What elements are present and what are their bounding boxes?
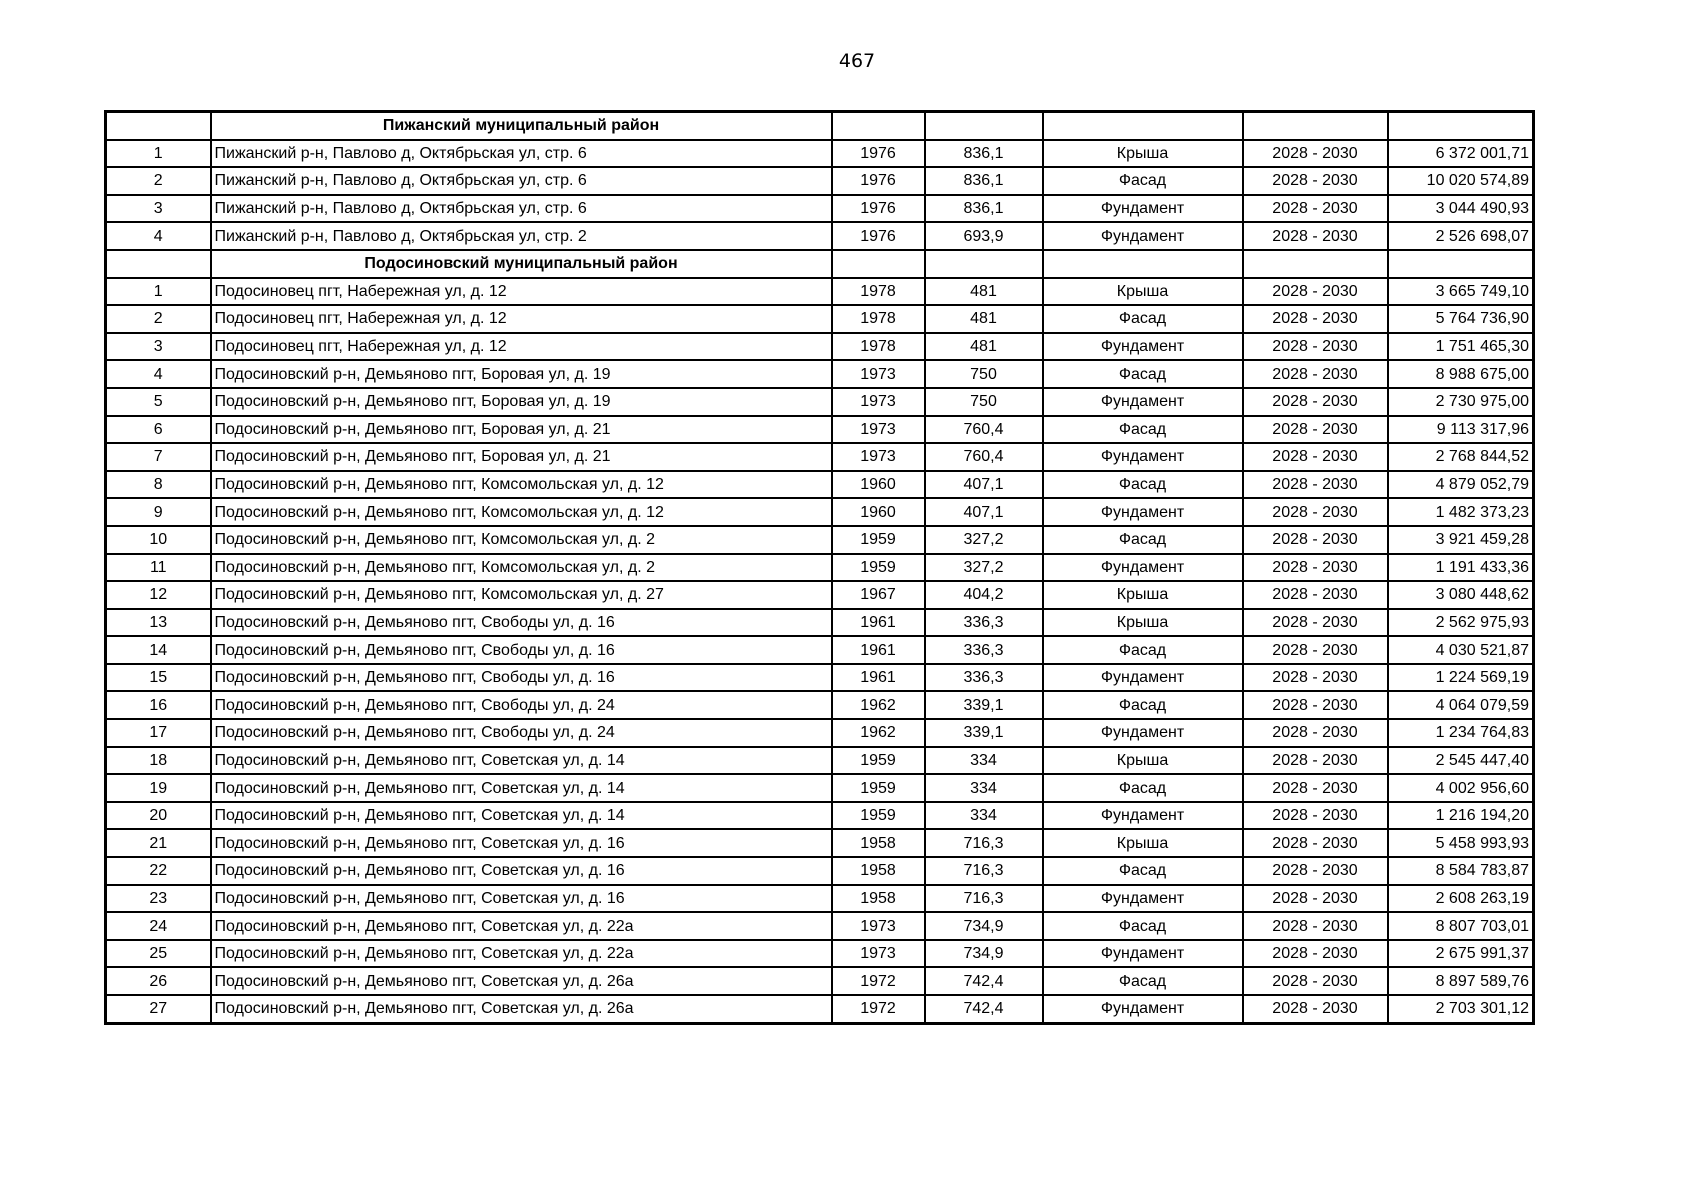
table-row	[106, 554, 1534, 582]
area-cell: 336,3	[925, 609, 1043, 637]
build-year-cell: 1958	[832, 829, 925, 857]
work-type-cell: Фасад	[1043, 305, 1243, 333]
address-cell: Подосиновский р-н, Демьяново пгт, Советская ул, д. 16	[211, 885, 832, 913]
period-cell: 2028 - 2030	[1243, 857, 1388, 885]
address-cell: Подосиновский р-н, Демьяново пгт, Советская ул, д. 22а	[211, 940, 832, 968]
area-cell: 742,4	[925, 967, 1043, 995]
build-year-cell: 1978	[832, 333, 925, 361]
cost-cell: 1 191 433,36	[1388, 554, 1534, 582]
build-year-cell: 1978	[832, 278, 925, 306]
work-type-cell: Фундамент	[1043, 222, 1243, 250]
build-year-cell: 1972	[832, 995, 925, 1023]
table-row	[106, 416, 1534, 444]
period-cell: 2028 - 2030	[1243, 912, 1388, 940]
period-cell: 2028 - 2030	[1243, 416, 1388, 444]
address-cell: Подосиновский р-н, Демьяново пгт, Советская ул, д. 26а	[211, 967, 832, 995]
area-cell: 481	[925, 278, 1043, 306]
work-type-cell: Крыша	[1043, 140, 1243, 168]
area-cell: 327,2	[925, 554, 1043, 582]
area-cell: 407,1	[925, 471, 1043, 499]
area-cell: 760,4	[925, 416, 1043, 444]
work-type-cell: Фундамент	[1043, 885, 1243, 913]
cost-cell: 2 608 263,19	[1388, 885, 1534, 913]
area-cell: 339,1	[925, 691, 1043, 719]
period-cell: 2028 - 2030	[1243, 222, 1388, 250]
build-year-cell: 1962	[832, 719, 925, 747]
period-cell: 2028 - 2030	[1243, 526, 1388, 554]
address-cell: Подосиновский р-н, Демьяново пгт, Советская ул, д. 14	[211, 774, 832, 802]
period-cell: 2028 - 2030	[1243, 885, 1388, 913]
build-year-cell: 1976	[832, 167, 925, 195]
row-number-cell: 3	[106, 333, 211, 361]
cost-cell: 2 562 975,93	[1388, 609, 1534, 637]
build-year-cell: 1973	[832, 443, 925, 471]
row-number-cell: 19	[106, 774, 211, 802]
repair-schedule-table	[104, 110, 1535, 1025]
table-row	[106, 278, 1534, 306]
row-number-cell: 24	[106, 912, 211, 940]
address-cell: Подосиновский р-н, Демьяново пгт, Свободы ул, д. 16	[211, 636, 832, 664]
table-row	[106, 498, 1534, 526]
work-type-cell: Фасад	[1043, 471, 1243, 499]
address-cell: Подосиновский р-н, Демьяново пгт, Советская ул, д. 16	[211, 857, 832, 885]
address-cell: Подосиновский р-н, Демьяново пгт, Комсомольская ул, д. 12	[211, 471, 832, 499]
row-number-cell: 5	[106, 388, 211, 416]
address-cell: Подосиновский р-н, Демьяново пгт, Свободы ул, д. 24	[211, 691, 832, 719]
table-row	[106, 140, 1534, 168]
address-cell: Подосиновский р-н, Демьяново пгт, Свободы ул, д. 16	[211, 664, 832, 692]
cost-cell: 2 730 975,00	[1388, 388, 1534, 416]
period-cell: 2028 - 2030	[1243, 691, 1388, 719]
row-number-cell: 17	[106, 719, 211, 747]
table-row	[106, 636, 1534, 664]
empty-cell	[1043, 112, 1243, 140]
table-row	[106, 526, 1534, 554]
table-row	[106, 388, 1534, 416]
cost-cell: 8 584 783,87	[1388, 857, 1534, 885]
work-type-cell: Фасад	[1043, 857, 1243, 885]
cost-cell: 8 897 589,76	[1388, 967, 1534, 995]
row-number-cell: 2	[106, 167, 211, 195]
row-number-cell: 13	[106, 609, 211, 637]
row-number-cell: 9	[106, 498, 211, 526]
cost-cell: 1 216 194,20	[1388, 802, 1534, 830]
cost-cell: 1 224 569,19	[1388, 664, 1534, 692]
address-cell: Подосиновский р-н, Демьяново пгт, Комсомольская ул, д. 27	[211, 581, 832, 609]
row-number-cell: 18	[106, 747, 211, 775]
build-year-cell: 1961	[832, 664, 925, 692]
build-year-cell: 1976	[832, 195, 925, 223]
area-cell: 734,9	[925, 912, 1043, 940]
address-cell: Подосиновец пгт, Набережная ул, д. 12	[211, 333, 832, 361]
cost-cell: 5 764 736,90	[1388, 305, 1534, 333]
table-row	[106, 167, 1534, 195]
area-cell: 481	[925, 333, 1043, 361]
table-row	[106, 857, 1534, 885]
area-cell: 836,1	[925, 167, 1043, 195]
cost-cell: 4 064 079,59	[1388, 691, 1534, 719]
cost-cell: 3 044 490,93	[1388, 195, 1534, 223]
area-cell: 336,3	[925, 636, 1043, 664]
page-number: 467	[838, 50, 876, 72]
area-cell: 734,9	[925, 940, 1043, 968]
build-year-cell: 1960	[832, 498, 925, 526]
row-number-cell: 6	[106, 416, 211, 444]
cost-cell: 3 921 459,28	[1388, 526, 1534, 554]
section-title: Пижанский муниципальный район	[211, 112, 832, 140]
cost-cell: 2 526 698,07	[1388, 222, 1534, 250]
build-year-cell: 1976	[832, 222, 925, 250]
table-row	[106, 802, 1534, 830]
build-year-cell: 1973	[832, 912, 925, 940]
build-year-cell: 1973	[832, 940, 925, 968]
section-header-row	[106, 112, 1534, 140]
area-cell: 750	[925, 360, 1043, 388]
area-cell: 836,1	[925, 140, 1043, 168]
address-cell: Подосиновский р-н, Демьяново пгт, Советская ул, д. 26а	[211, 995, 832, 1023]
row-number-cell: 16	[106, 691, 211, 719]
work-type-cell: Фундамент	[1043, 498, 1243, 526]
empty-cell	[106, 250, 211, 278]
table-row	[106, 471, 1534, 499]
row-number-cell: 26	[106, 967, 211, 995]
period-cell: 2028 - 2030	[1243, 609, 1388, 637]
area-cell: 481	[925, 305, 1043, 333]
build-year-cell: 1973	[832, 416, 925, 444]
row-number-cell: 4	[106, 222, 211, 250]
address-cell: Пижанский р-н, Павлово д, Октябрьская ул, стр. 2	[211, 222, 832, 250]
row-number-cell: 20	[106, 802, 211, 830]
row-number-cell: 25	[106, 940, 211, 968]
table-row	[106, 581, 1534, 609]
build-year-cell: 1978	[832, 305, 925, 333]
cost-cell: 1 234 764,83	[1388, 719, 1534, 747]
period-cell: 2028 - 2030	[1243, 829, 1388, 857]
period-cell: 2028 - 2030	[1243, 498, 1388, 526]
table-row	[106, 664, 1534, 692]
area-cell: 716,3	[925, 857, 1043, 885]
table-row	[106, 609, 1534, 637]
area-cell: 693,9	[925, 222, 1043, 250]
address-cell: Подосиновский р-н, Демьяново пгт, Свободы ул, д. 24	[211, 719, 832, 747]
period-cell: 2028 - 2030	[1243, 305, 1388, 333]
address-cell: Пижанский р-н, Павлово д, Октябрьская ул, стр. 6	[211, 140, 832, 168]
address-cell: Пижанский р-н, Павлово д, Октябрьская ул, стр. 6	[211, 195, 832, 223]
address-cell: Подосиновский р-н, Демьяново пгт, Боровая ул, д. 19	[211, 360, 832, 388]
work-type-cell: Фундамент	[1043, 719, 1243, 747]
build-year-cell: 1973	[832, 360, 925, 388]
cost-cell: 4 002 956,60	[1388, 774, 1534, 802]
build-year-cell: 1976	[832, 140, 925, 168]
table-row	[106, 747, 1534, 775]
table-row	[106, 333, 1534, 361]
area-cell: 334	[925, 802, 1043, 830]
empty-cell	[925, 112, 1043, 140]
cost-cell: 1 751 465,30	[1388, 333, 1534, 361]
work-type-cell: Фасад	[1043, 774, 1243, 802]
row-number-cell: 27	[106, 995, 211, 1023]
row-number-cell: 14	[106, 636, 211, 664]
work-type-cell: Фасад	[1043, 967, 1243, 995]
row-number-cell: 4	[106, 360, 211, 388]
table-row	[106, 222, 1534, 250]
period-cell: 2028 - 2030	[1243, 719, 1388, 747]
table-row	[106, 912, 1534, 940]
period-cell: 2028 - 2030	[1243, 360, 1388, 388]
period-cell: 2028 - 2030	[1243, 664, 1388, 692]
area-cell: 742,4	[925, 995, 1043, 1023]
period-cell: 2028 - 2030	[1243, 554, 1388, 582]
cost-cell: 9 113 317,96	[1388, 416, 1534, 444]
row-number-cell: 21	[106, 829, 211, 857]
build-year-cell: 1961	[832, 609, 925, 637]
period-cell: 2028 - 2030	[1243, 581, 1388, 609]
address-cell: Подосиновский р-н, Демьяново пгт, Комсомольская ул, д. 12	[211, 498, 832, 526]
period-cell: 2028 - 2030	[1243, 388, 1388, 416]
row-number-cell: 23	[106, 885, 211, 913]
period-cell: 2028 - 2030	[1243, 167, 1388, 195]
address-cell: Подосиновский р-н, Демьяново пгт, Советская ул, д. 14	[211, 747, 832, 775]
cost-cell: 1 482 373,23	[1388, 498, 1534, 526]
cost-cell: 10 020 574,89	[1388, 167, 1534, 195]
cost-cell: 2 703 301,12	[1388, 995, 1534, 1023]
period-cell: 2028 - 2030	[1243, 636, 1388, 664]
empty-cell	[832, 112, 925, 140]
area-cell: 750	[925, 388, 1043, 416]
work-type-cell: Крыша	[1043, 747, 1243, 775]
table-row	[106, 360, 1534, 388]
empty-cell	[832, 250, 925, 278]
table-row	[106, 443, 1534, 471]
row-number-cell: 7	[106, 443, 211, 471]
work-type-cell: Фундамент	[1043, 995, 1243, 1023]
area-cell: 339,1	[925, 719, 1043, 747]
period-cell: 2028 - 2030	[1243, 774, 1388, 802]
work-type-cell: Крыша	[1043, 581, 1243, 609]
build-year-cell: 1959	[832, 526, 925, 554]
cost-cell: 3 080 448,62	[1388, 581, 1534, 609]
work-type-cell: Фундамент	[1043, 940, 1243, 968]
empty-cell	[1388, 250, 1534, 278]
area-cell: 836,1	[925, 195, 1043, 223]
work-type-cell: Фундамент	[1043, 664, 1243, 692]
cost-cell: 5 458 993,93	[1388, 829, 1534, 857]
table-row	[106, 967, 1534, 995]
cost-cell: 2 768 844,52	[1388, 443, 1534, 471]
period-cell: 2028 - 2030	[1243, 995, 1388, 1023]
row-number-cell: 1	[106, 140, 211, 168]
table-row	[106, 995, 1534, 1023]
empty-cell	[925, 250, 1043, 278]
work-type-cell: Фасад	[1043, 912, 1243, 940]
row-number-cell: 15	[106, 664, 211, 692]
address-cell: Пижанский р-н, Павлово д, Октябрьская ул, стр. 6	[211, 167, 832, 195]
row-number-cell: 2	[106, 305, 211, 333]
work-type-cell: Фундамент	[1043, 333, 1243, 361]
address-cell: Подосиновский р-н, Демьяново пгт, Советская ул, д. 16	[211, 829, 832, 857]
table-body	[106, 112, 1534, 1024]
area-cell: 327,2	[925, 526, 1043, 554]
table-row	[106, 305, 1534, 333]
address-cell: Подосиновский р-н, Демьяново пгт, Боровая ул, д. 21	[211, 416, 832, 444]
period-cell: 2028 - 2030	[1243, 278, 1388, 306]
area-cell: 404,2	[925, 581, 1043, 609]
build-year-cell: 1973	[832, 388, 925, 416]
empty-cell	[1243, 112, 1388, 140]
work-type-cell: Фундамент	[1043, 443, 1243, 471]
table-row	[106, 829, 1534, 857]
work-type-cell: Фундамент	[1043, 195, 1243, 223]
period-cell: 2028 - 2030	[1243, 140, 1388, 168]
address-cell: Подосиновский р-н, Демьяново пгт, Боровая ул, д. 21	[211, 443, 832, 471]
build-year-cell: 1958	[832, 885, 925, 913]
work-type-cell: Фасад	[1043, 416, 1243, 444]
period-cell: 2028 - 2030	[1243, 967, 1388, 995]
period-cell: 2028 - 2030	[1243, 802, 1388, 830]
period-cell: 2028 - 2030	[1243, 443, 1388, 471]
work-type-cell: Фасад	[1043, 526, 1243, 554]
build-year-cell: 1958	[832, 857, 925, 885]
area-cell: 334	[925, 747, 1043, 775]
area-cell: 760,4	[925, 443, 1043, 471]
section-title: Подосиновский муниципальный район	[211, 250, 832, 278]
empty-cell	[1388, 112, 1534, 140]
address-cell: Подосиновский р-н, Демьяново пгт, Комсомольская ул, д. 2	[211, 554, 832, 582]
table-row	[106, 774, 1534, 802]
build-year-cell: 1967	[832, 581, 925, 609]
work-type-cell: Крыша	[1043, 829, 1243, 857]
row-number-cell: 12	[106, 581, 211, 609]
empty-cell	[106, 112, 211, 140]
area-cell: 716,3	[925, 829, 1043, 857]
build-year-cell: 1959	[832, 747, 925, 775]
build-year-cell: 1960	[832, 471, 925, 499]
table-row	[106, 691, 1534, 719]
build-year-cell: 1961	[832, 636, 925, 664]
period-cell: 2028 - 2030	[1243, 940, 1388, 968]
table-row	[106, 719, 1534, 747]
area-cell: 407,1	[925, 498, 1043, 526]
row-number-cell: 22	[106, 857, 211, 885]
address-cell: Подосиновец пгт, Набережная ул, д. 12	[211, 305, 832, 333]
work-type-cell: Фасад	[1043, 167, 1243, 195]
row-number-cell: 8	[106, 471, 211, 499]
work-type-cell: Фундамент	[1043, 388, 1243, 416]
address-cell: Подосиновский р-н, Демьяново пгт, Советская ул, д. 14	[211, 802, 832, 830]
table-row	[106, 940, 1534, 968]
row-number-cell: 3	[106, 195, 211, 223]
work-type-cell: Фасад	[1043, 636, 1243, 664]
row-number-cell: 1	[106, 278, 211, 306]
address-cell: Подосиновский р-н, Демьяново пгт, Комсомольская ул, д. 2	[211, 526, 832, 554]
cost-cell: 4 879 052,79	[1388, 471, 1534, 499]
work-type-cell: Фасад	[1043, 360, 1243, 388]
period-cell: 2028 - 2030	[1243, 471, 1388, 499]
address-cell: Подосиновец пгт, Набережная ул, д. 12	[211, 278, 832, 306]
cost-cell: 2 675 991,37	[1388, 940, 1534, 968]
address-cell: Подосиновский р-н, Демьяново пгт, Советская ул, д. 22а	[211, 912, 832, 940]
build-year-cell: 1972	[832, 967, 925, 995]
row-number-cell: 11	[106, 554, 211, 582]
period-cell: 2028 - 2030	[1243, 195, 1388, 223]
work-type-cell: Крыша	[1043, 278, 1243, 306]
work-type-cell: Фундамент	[1043, 802, 1243, 830]
cost-cell: 6 372 001,71	[1388, 140, 1534, 168]
cost-cell: 2 545 447,40	[1388, 747, 1534, 775]
cost-cell: 8 988 675,00	[1388, 360, 1534, 388]
table-row	[106, 195, 1534, 223]
cost-cell: 8 807 703,01	[1388, 912, 1534, 940]
cost-cell: 3 665 749,10	[1388, 278, 1534, 306]
work-type-cell: Крыша	[1043, 609, 1243, 637]
build-year-cell: 1959	[832, 802, 925, 830]
table-row	[106, 885, 1534, 913]
build-year-cell: 1962	[832, 691, 925, 719]
area-cell: 336,3	[925, 664, 1043, 692]
row-number-cell: 10	[106, 526, 211, 554]
build-year-cell: 1959	[832, 554, 925, 582]
period-cell: 2028 - 2030	[1243, 333, 1388, 361]
empty-cell	[1043, 250, 1243, 278]
section-header-row	[106, 250, 1534, 278]
address-cell: Подосиновский р-н, Демьяново пгт, Боровая ул, д. 19	[211, 388, 832, 416]
empty-cell	[1243, 250, 1388, 278]
area-cell: 716,3	[925, 885, 1043, 913]
work-type-cell: Фундамент	[1043, 554, 1243, 582]
cost-cell: 4 030 521,87	[1388, 636, 1534, 664]
period-cell: 2028 - 2030	[1243, 747, 1388, 775]
address-cell: Подосиновский р-н, Демьяново пгт, Свободы ул, д. 16	[211, 609, 832, 637]
work-type-cell: Фасад	[1043, 691, 1243, 719]
area-cell: 334	[925, 774, 1043, 802]
build-year-cell: 1959	[832, 774, 925, 802]
